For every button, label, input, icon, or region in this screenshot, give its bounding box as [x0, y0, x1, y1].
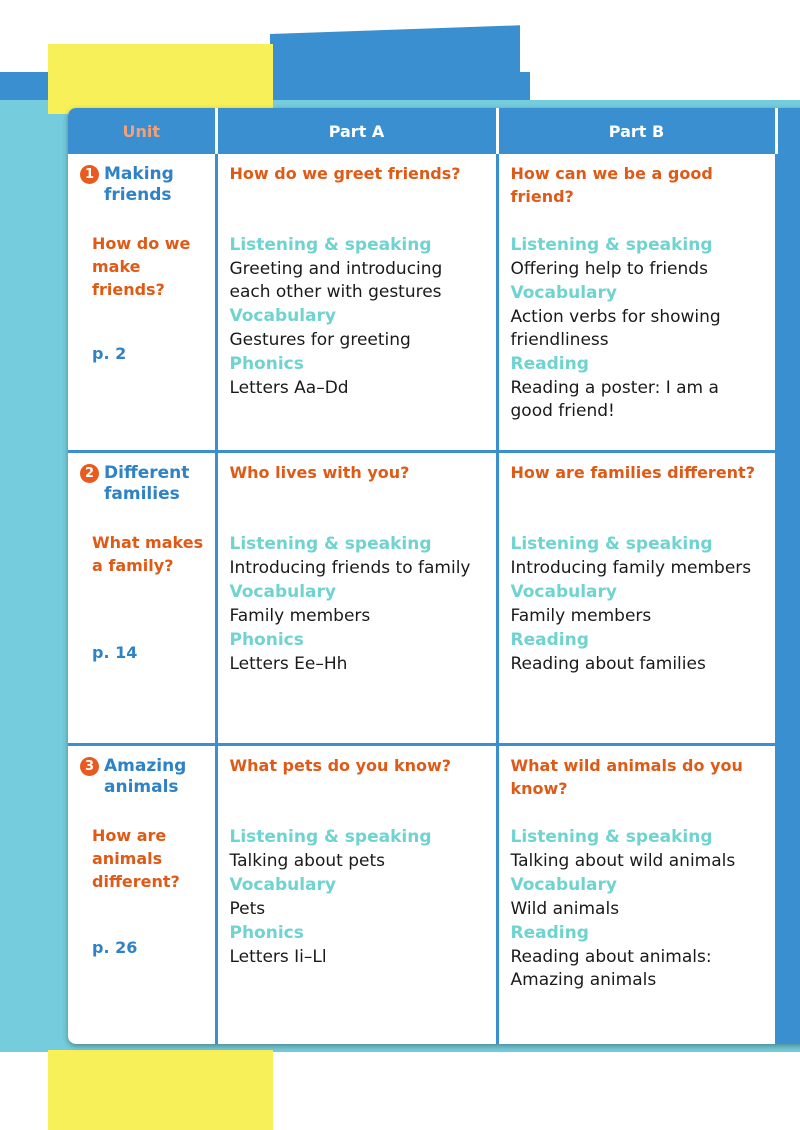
part-a-cell — [216, 451, 497, 744]
phonics-text: Letters Aa–Dd — [229, 378, 349, 398]
vocabulary-label: Vocabulary — [229, 874, 336, 895]
reading-text: Reading about animals: Amazing animals — [510, 946, 712, 990]
reading-label: Reading — [510, 922, 589, 943]
unit-title — [80, 756, 205, 798]
unit-question: How are animals different? — [92, 825, 180, 891]
phonics-label: Phonics — [229, 629, 304, 650]
listening-text: Introducing family members — [510, 557, 752, 578]
unit-title — [80, 164, 205, 206]
unit-page-link[interactable]: p. 14 — [92, 642, 138, 662]
unit-page-link[interactable]: p. 2 — [92, 344, 127, 363]
extra-column — [776, 451, 800, 744]
listening-label: Listening & speaking — [229, 533, 432, 554]
contents-table — [68, 108, 800, 1044]
header-row — [68, 108, 800, 154]
listening-label: Listening & speaking — [510, 826, 713, 847]
vocabulary-label: Vocabulary — [510, 581, 617, 602]
unit-cell — [68, 451, 216, 744]
unit-title — [80, 463, 205, 505]
phonics-text: Letters Ee–Hh — [229, 653, 348, 674]
part-b-cell — [497, 451, 776, 744]
unit-number-badge: 1 — [80, 165, 99, 184]
listening-label: Listening & speaking — [510, 235, 713, 255]
part-a-cell — [216, 744, 497, 1044]
unit-question: What makes a family? — [92, 532, 204, 575]
unit-cell — [68, 744, 216, 1044]
unit-title-text: Making friends — [104, 164, 174, 205]
extra-column — [776, 154, 800, 451]
phonics-label: Phonics — [229, 922, 304, 943]
header-part-b: Part B — [497, 108, 776, 154]
listening-label: Listening & speaking — [229, 826, 432, 847]
vocabulary-text: Pets — [229, 898, 266, 919]
unit-row — [68, 451, 800, 744]
contents-card — [68, 108, 800, 1044]
header-extra — [776, 108, 800, 154]
vocabulary-text: Wild animals — [510, 898, 620, 919]
listening-label: Listening & speaking — [510, 533, 713, 554]
vocabulary-label: Vocabulary — [229, 306, 336, 326]
header-unit: Unit — [68, 108, 216, 154]
vocabulary-text: Family members — [510, 605, 652, 626]
decorative-yellow-bottom — [48, 1050, 273, 1130]
unit-question: How do we make friends? — [92, 234, 191, 299]
phonics-text: Letters Ii–Ll — [229, 946, 327, 967]
part-a-cell — [216, 154, 497, 451]
vocabulary-text: Family members — [229, 605, 371, 626]
part-b-cell — [497, 744, 776, 1044]
unit-number-badge: 3 — [80, 757, 99, 776]
unit-page-link[interactable]: p. 26 — [92, 937, 138, 957]
part-b-question: How can we be a good friend? — [510, 164, 713, 206]
vocabulary-text: Gestures for greeting — [229, 330, 411, 350]
reading-label: Reading — [510, 354, 589, 374]
part-b-cell — [497, 154, 776, 451]
reading-text: Reading about families — [510, 653, 706, 674]
listening-text: Talking about wild animals — [510, 850, 736, 871]
listening-text: Talking about pets — [229, 850, 385, 871]
listening-label: Listening & speaking — [229, 235, 432, 255]
phonics-label: Phonics — [229, 354, 304, 374]
vocabulary-label: Vocabulary — [510, 874, 617, 895]
unit-title-text: Amazing animals — [104, 755, 187, 797]
part-a-question: How do we greet friends? — [229, 164, 461, 183]
vocabulary-label: Vocabulary — [229, 581, 336, 602]
unit-row — [68, 744, 800, 1044]
reading-text: Reading a poster: I am a good friend! — [510, 378, 719, 421]
part-b-question: What wild animals do you know? — [510, 755, 743, 798]
extra-column — [776, 744, 800, 1044]
listening-text: Greeting and introducing each other with gestures — [229, 259, 443, 302]
listening-text: Introducing friends to family — [229, 557, 471, 578]
vocabulary-label: Vocabulary — [510, 283, 617, 303]
part-a-question: What pets do you know? — [229, 755, 452, 775]
header-part-a: Part A — [216, 108, 497, 154]
unit-number-badge: 2 — [80, 464, 99, 483]
unit-cell — [68, 154, 216, 451]
decorative-yellow-top — [48, 44, 273, 114]
unit-row — [68, 154, 800, 451]
listening-text: Offering help to friends — [510, 259, 708, 279]
vocabulary-text: Action verbs for showing friendliness — [510, 307, 721, 350]
unit-title-text: Different families — [104, 462, 190, 504]
part-a-question: Who lives with you? — [229, 462, 410, 482]
reading-label: Reading — [510, 629, 589, 650]
part-b-question: How are families different? — [510, 462, 755, 482]
